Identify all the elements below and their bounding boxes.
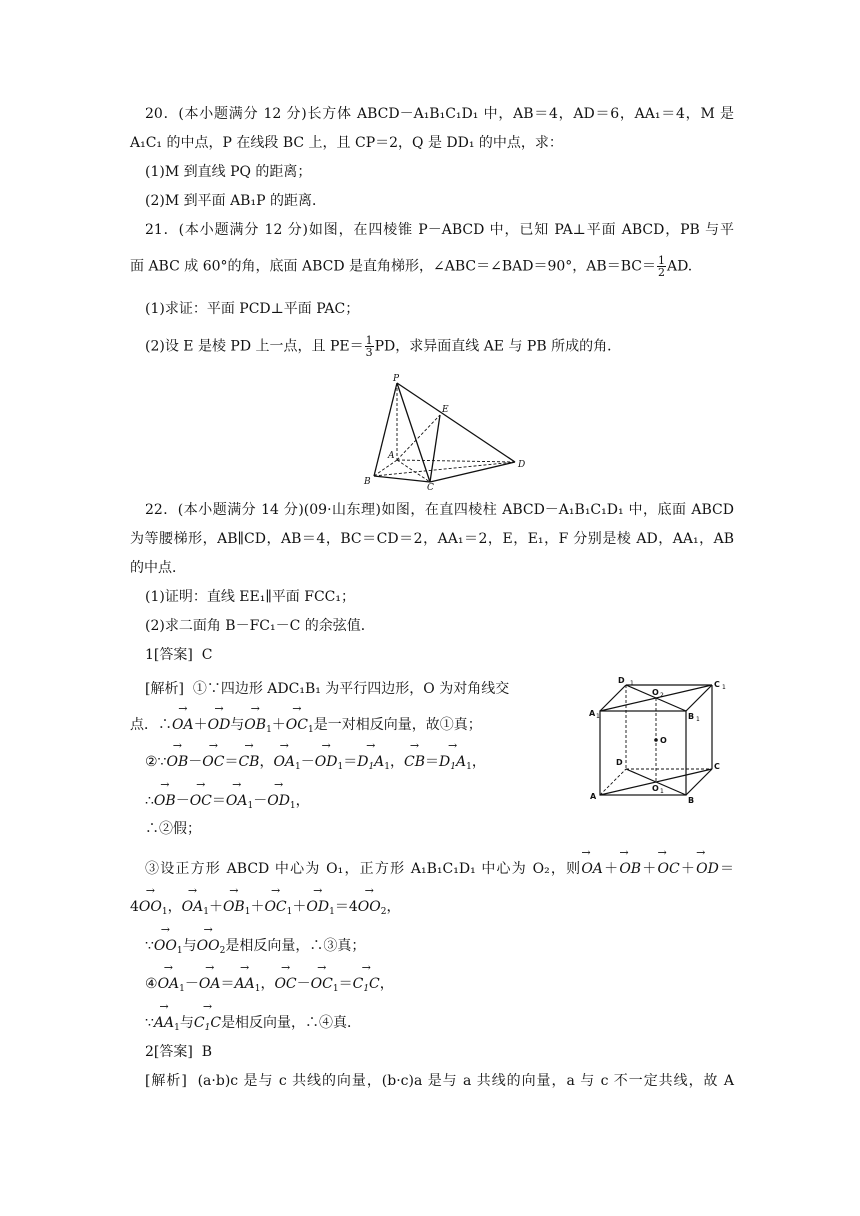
answer-2-analysis-line-1: [解析] (a·b)c 是与 c 共线的向量，(b·c)a 是与 a 共线的向量，a 与 c 不一定共线，故 A [145,1073,734,1089]
label-O2: O [652,688,659,697]
q21-text-2-end: AD. [666,258,693,275]
label-O1: O [652,784,659,793]
answer-2-label: 2[答案] [145,1044,193,1060]
svg-text:1: 1 [696,716,700,723]
label-C1: C [714,680,720,689]
q22-line-3: 的中点． [130,560,186,576]
q20-line-1 [130,103,734,125]
answer-2-value: B [201,1044,213,1060]
answer-1-analysis-line-4: ∴→ $OB-\to OC=\to OA_1-\to OD_1$， [145,790,749,812]
q22-points: (本小题满分 14 分) [177,502,304,518]
q21-text-1: 如图，在四棱锥 P－ABCD 中，已知 PA⊥平面 ABCD，PB 与平 [308,222,734,238]
svg-text:1: 1 [722,684,726,691]
svg-text:1: 1 [596,713,600,720]
q22-part-1: (1)证明：直线 EE₁∥平面 FCC₁； [145,589,355,605]
label-C: C [427,483,434,490]
answer-1-analysis-line-2: 点．∴→ OA＋→ OD与→ $OB_1+\to OC_1$是一对相反向量，故①真； [130,714,734,736]
q20-part-2: (2)M 到平面 AB₁P 的距离． [145,193,326,209]
answer-1-label: 1[答案] [145,647,193,663]
q21-points: (本小题满分 12 分) [178,222,309,238]
answer-2-header [145,1041,749,1063]
answer-1-analysis-line-7: $4\to OO_1$，→ $OA_1+\to OB_1+\to OC_1+\to OD_1=4\to OO_2$， [130,896,734,918]
svg-text:1: 1 [630,680,634,687]
q22-line-2: 为等腰梯形，AB∥CD，AB＝4，BC＝CD＝2，AA₁＝2，E，E₁，F 分别是棱 AD，AA₁，AB [130,531,734,547]
q22-line-1 [130,499,734,521]
label-C: C [714,762,720,771]
label-A: A [388,451,395,461]
label-D: D [518,460,526,470]
q21-line-2 [130,255,734,278]
answer-1-analysis-line-8: ∵→ $OO_1$与→ $OO_2$是相反向量，∴③真； [145,935,749,957]
answer-1-analysis-line-5: ∴②假； [145,821,201,837]
q20-line-2: A₁C₁ 的中点，P 在线段 BC 上，且 CP＝2，Q 是 DD₁ 的中点，求： [130,135,563,151]
analysis-label: [解析] [145,681,184,697]
answer-1-analysis-line-1: [解析] ①∵四边形 ADC₁B₁ 为平行四边形，O 为对角线交 [145,681,510,697]
label-D: D [616,758,623,767]
q22-source: (09·山东理) [303,502,381,518]
answer-1-analysis-line-6: ③设正方形 ABCD 中心为 O₁，正方形 A₁B₁C₁D₁ 中心为 O₂，则→ OA＋→ OB＋→ OC＋→ OD＝ [130,858,734,880]
answer-1-value: C [201,647,213,663]
svg-text:1: 1 [660,788,664,795]
answer-1-header [145,644,749,666]
q20-points: (本小题满分 12 分) [178,106,307,122]
label-D1: D [618,676,625,685]
q20-text-1: 长方体 ABCD－A₁B₁C₁D₁ 中，AB＝4，AD＝6，AA₁＝4，M 是 [306,106,734,122]
q20-part-1: (1)M 到直线 PQ 的距离； [145,164,312,180]
q22-text-1: 如图，在直四棱柱 ABCD－A₁B₁C₁D₁ 中，底面 ABCD [380,502,734,518]
q21-number: 21． [145,222,179,238]
answer-1-analysis-line-3: ②∵→ OB－→ OC＝→ CB，→ $OA_1-\to OD_1=\to D_1A_1$，→ $CB=\to D_1A_1$， [145,751,749,773]
q22-number: 22． [145,502,178,518]
q20-number: 20． [145,106,179,122]
q21-text-2: 面 ABC 成 60°的角，底面 ABCD 是直角梯形，∠ABC＝∠BAD＝90°，AB＝BC＝ [130,258,656,275]
q21-part-2: (2)设 E 是棱 PD 上一点，且 PE＝ $\frac{1}{3}$ PD，求异面直线 AE 与 PB 所成的角． [145,334,622,359]
label-B1: B [688,712,695,721]
answer-1-analysis-line-10: ∵→ $AA_1$与→ $C_1C$是相反向量，∴④真． [145,1012,749,1034]
label-P: P [393,374,400,384]
pyramid-figure [360,372,535,490]
label-O: O [660,736,667,745]
q22-part-2: (2)求二面角 B－FC₁－C 的余弦值． [145,618,375,634]
label-B: B [688,796,695,805]
svg-text:2: 2 [660,692,664,699]
label-B: B [364,477,371,487]
label-A: A [590,792,597,801]
answer-1-analysis-line-9: ④→ $OA_1-\to OA=\to AA_1$，→ $OC-\to OC_1=\to C_1C$， [145,973,749,995]
q21-part-1: (1)求证：平面 PCD⊥平面 PAC； [145,301,360,317]
label-A1: A [589,709,596,718]
fraction-one-half: $\frac{1}{2}$ [657,254,665,279]
fraction-one-third: $\frac{1}{3}$ [365,334,373,359]
q21-line-1 [130,219,734,241]
label-E: E [442,405,449,415]
cube-figure [588,673,728,805]
